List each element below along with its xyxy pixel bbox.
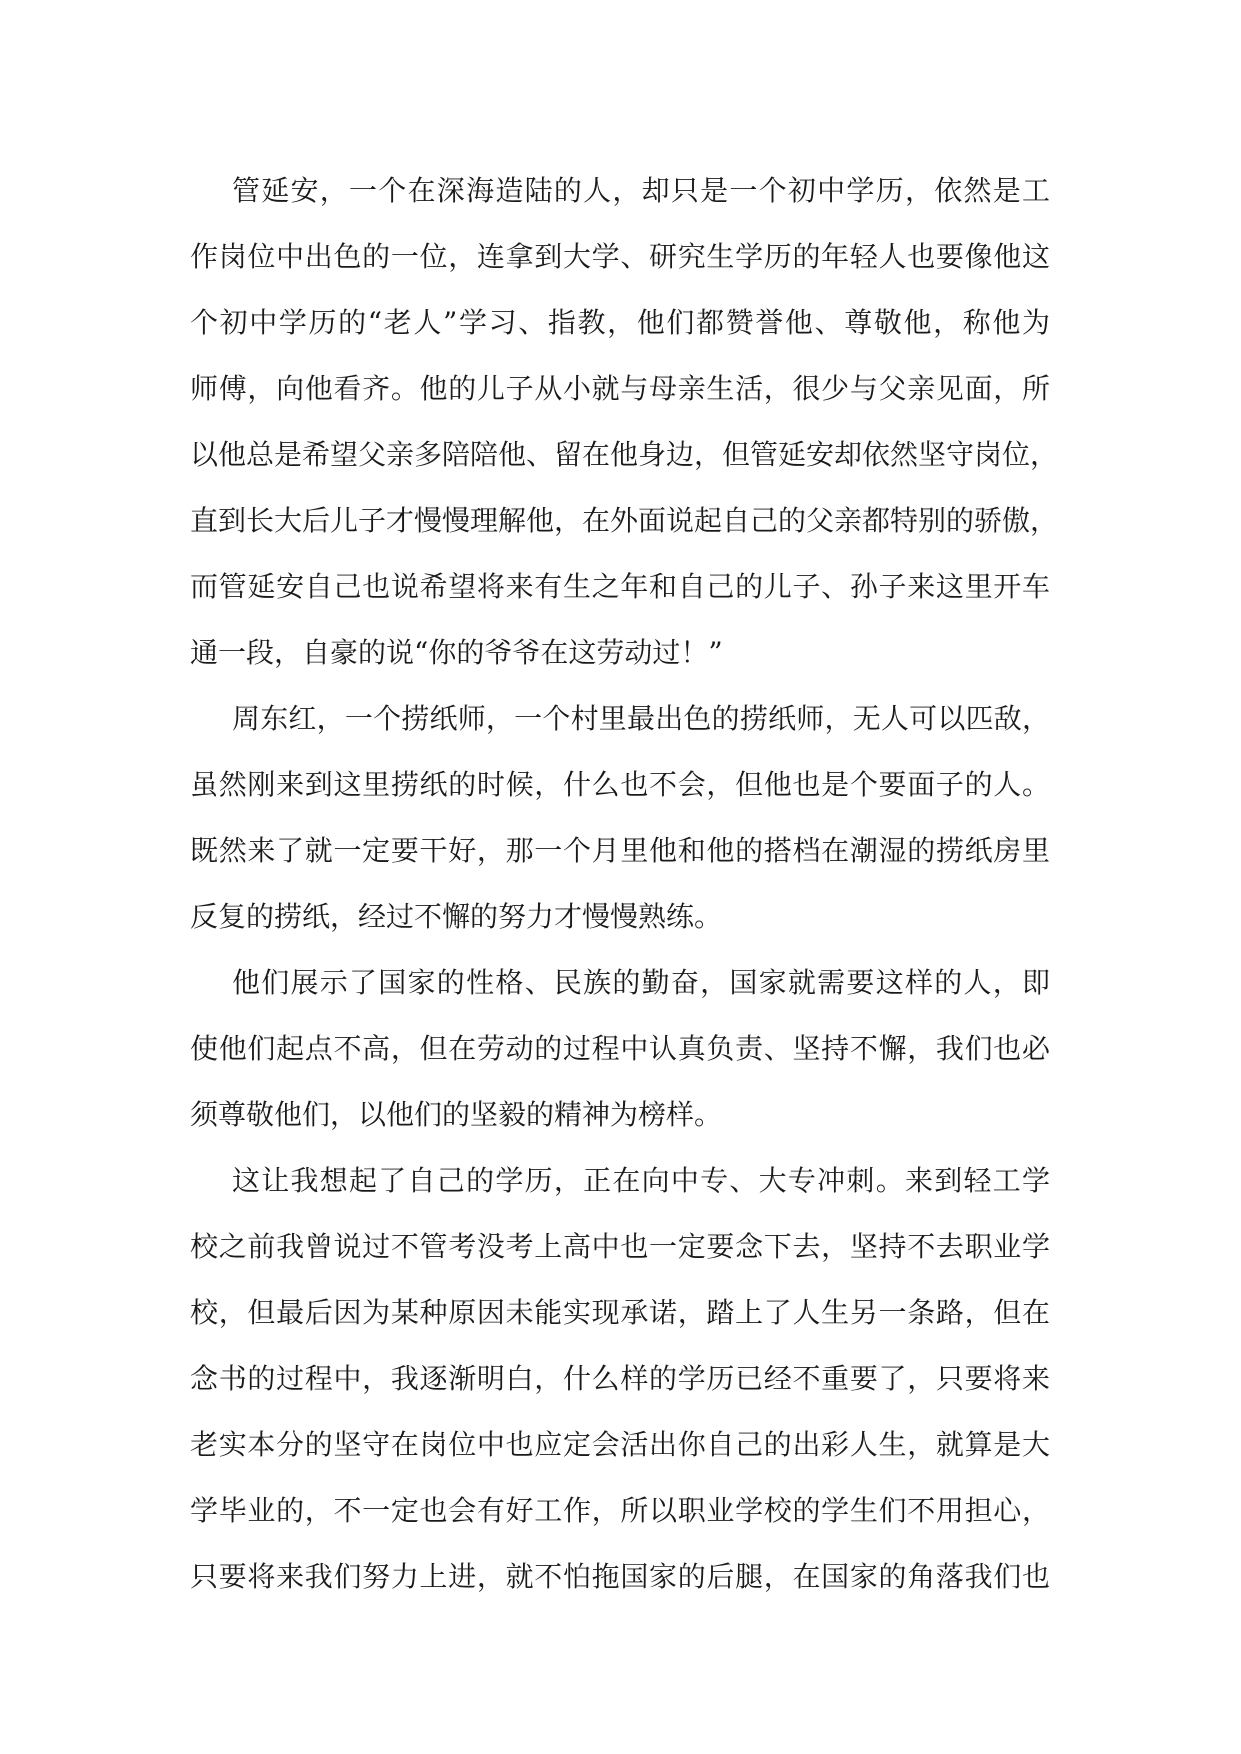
text-line: 须尊敬他们，以他们的坚毅的精神为榜样。 (190, 1098, 723, 1131)
text-line: 校之前我曾说过不管考没考上高中也一定要念下去，坚持不去职业学 (190, 1230, 1050, 1263)
text-line: 学毕业的，不一定也会有好工作，所以职业学校的学生们不用担心， (190, 1494, 1050, 1527)
text-line: 通一段，自豪的说“你的爷爷在这劳动过！” (190, 636, 723, 669)
text-line: 既然来了就一定要干好，那一个月里他和他的搭档在潮湿的捞纸房里 (190, 834, 1050, 867)
document-body (190, 158, 1059, 1610)
paragraph-zhou-donghong (190, 686, 1050, 950)
text-line: 虽然刚来到这里捞纸的时候，什么也不会，但他也是个要面子的人。 (190, 768, 1050, 801)
text-line: 念书的过程中，我逐渐明白，什么样的学历已经不重要了，只要将来 (190, 1362, 1050, 1395)
text-line: 使他们起点不高，但在劳动的过程中认真负责、坚持不懈，我们也必 (190, 1032, 1050, 1065)
text-line: 而管延安自己也说希望将来有生之年和自己的儿子、孙子来这里开车 (190, 570, 1050, 603)
text-line: 校，但最后因为某种原因未能实现承诺，踏上了人生另一条路，但在 (190, 1296, 1050, 1329)
paragraph-national-character (190, 950, 1050, 1148)
text-line: 反复的捞纸，经过不懈的努力才慢慢熟练。 (190, 900, 723, 933)
text-line: 老实本分的坚守在岗位中也应定会活出你自己的出彩人生，就算是大 (190, 1428, 1050, 1461)
text-line: 师傅，向他看齐。他的儿子从小就与母亲生活，很少与父亲见面，所 (190, 372, 1050, 405)
text-line: 作岗位中出色的一位，连拿到大学、研究生学历的年轻人也要像他这 (190, 240, 1050, 273)
text-line: 他们展示了国家的性格、民族的勤奋，国家就需要这样的人，即 (232, 966, 1050, 999)
text-line: 以他总是希望父亲多陪陪他、留在他身边，但管延安却依然坚守岗位， (190, 438, 1059, 471)
text-line: 只要将来我们努力上进，就不怕拖国家的后腿，在国家的角落我们也 (190, 1560, 1050, 1593)
paragraph-guan-yanan (190, 158, 1059, 686)
text-line: 管延安，一个在深海造陆的人，却只是一个初中学历，依然是工 (232, 174, 1050, 207)
text-line: 个初中学历的“老人”学习、指教，他们都赞誉他、尊敬他，称他为 (190, 306, 1050, 339)
text-line: 周东红，一个捞纸师，一个村里最出色的捞纸师，无人可以匹敌， (232, 702, 1050, 735)
text-line: 直到长大后儿子才慢慢理解他，在外面说起自己的父亲都特别的骄傲， (190, 504, 1059, 537)
text-line: 这让我想起了自己的学历，正在向中专、大专冲刺。来到轻工学 (232, 1164, 1050, 1197)
paragraph-personal-reflection (190, 1148, 1050, 1610)
